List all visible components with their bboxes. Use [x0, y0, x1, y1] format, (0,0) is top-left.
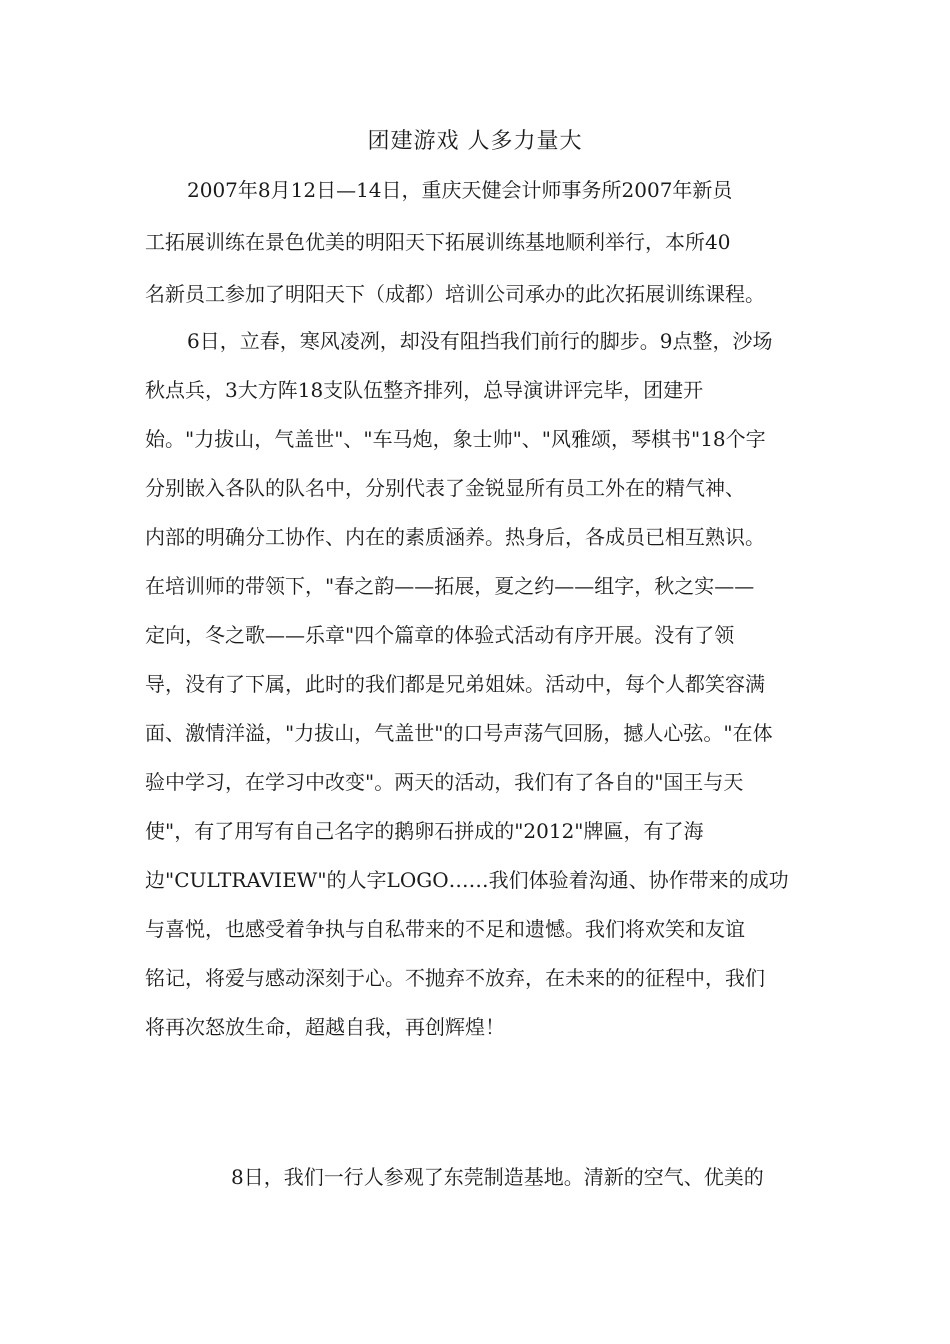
paragraph-line: 名新员工参加了明阳天下（成都）培训公司承办的此次拓展训练课程。 [145, 282, 765, 306]
paragraph-line: 定向，冬之歌——乐章"四个篇章的体验式活动有序开展。没有了领 [145, 623, 735, 647]
paragraph-line: 在培训师的带领下，"春之韵——拓展，夏之约——组字，秋之实—— [145, 574, 755, 598]
paragraph-line: 内部的明确分工协作、内在的素质涵养。热身后，各成员已相互熟识。 [145, 525, 765, 549]
paragraph-line: 2007年8月12日—14日，重庆天健会计师事务所2007年新员 [187, 178, 733, 202]
paragraph-line: 分别嵌入各队的队名中，分别代表了金锐显所有员工外在的精气神、 [145, 476, 745, 500]
paragraph-line: 验中学习，在学习中改变"。两天的活动，我们有了各自的"国王与天 [145, 770, 744, 794]
paragraph-line: 铭记，将爱与感动深刻于心。不抛弃不放弃，在未来的的征程中，我们 [145, 966, 765, 990]
paragraph-line: 8日，我们一行人参观了东莞制造基地。清新的空气、优美的 [231, 1165, 764, 1189]
paragraph-line: 使"，有了用写有自己名字的鹅卵石拼成的"2012"牌匾，有了海 [145, 819, 704, 843]
paragraph-line: 导，没有了下属，此时的我们都是兄弟姐妹。活动中，每个人都笑容满 [145, 672, 765, 696]
paragraph-line: 面、激情洋溢，"力拔山，气盖世"的口号声荡气回肠，撼人心弦。"在体 [145, 721, 773, 745]
paragraph-line: 边"CULTRAVIEW"的人字LOGO……我们体验着沟通、协作带来的成功 [145, 868, 789, 892]
paragraph-line: 秋点兵，3大方阵18支队伍整齐排列，总导演讲评完毕，团建开 [145, 378, 704, 402]
paragraph-line: 6日，立春，寒风凌冽，却没有阻挡我们前行的脚步。9点整，沙场 [187, 329, 773, 353]
document-title: 团建游戏 人多力量大 [367, 129, 583, 154]
paragraph-line: 与喜悦，也感受着争执与自私带来的不足和遗憾。我们将欢笑和友谊 [145, 917, 745, 941]
paragraph-line: 工拓展训练在景色优美的明阳天下拓展训练基地顺利举行，本所40 [145, 230, 731, 254]
paragraph-line: 将再次怒放生命，超越自我，再创辉煌！ [145, 1015, 505, 1039]
paragraph-line: 始。"力拔山，气盖世"、"车马炮，象士帅"、"风雅颂，琴棋书"18个字 [145, 427, 766, 451]
